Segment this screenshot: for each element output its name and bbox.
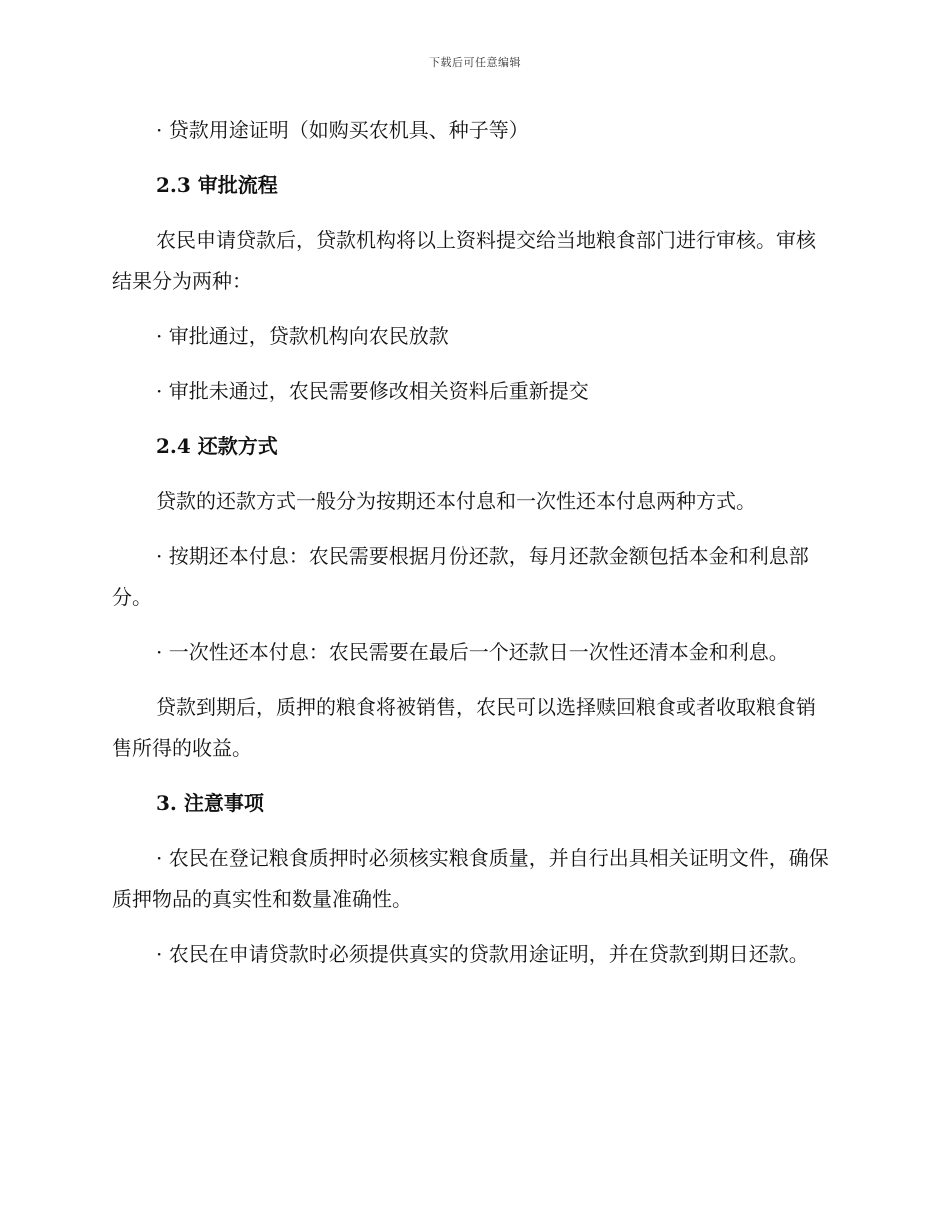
paragraph-approval-fail: · 审批未通过，农民需要修改相关资料后重新提交 (156, 379, 589, 403)
paragraph-loan-maturity: 贷款到期后，质押的粮食将被销售，农民可以选择赎回粮食或者收取粮食销售所得的收益。 (112, 695, 816, 760)
paragraph-approval-pass: · 审批通过，贷款机构向农民放款 (156, 324, 449, 348)
paragraph-repayment-periodic: · 按期还本付息：农民需要根据月份还款，每月还款金额包括本金和利息部分。 (112, 544, 809, 609)
section-heading-approval: 2.3 审批流程 (156, 173, 278, 197)
section-heading-repayment: 2.4 还款方式 (156, 434, 278, 458)
paragraph-loan-purpose-proof: · 贷款用途证明（如购买农机具、种子等） (156, 118, 529, 142)
paragraph-approval-intro: 农民申请贷款后，贷款机构将以上资料提交给当地粮食部门进行审核。审核结果分为两种： (112, 228, 816, 293)
paragraph-note-quality: · 农民在登记粮食质押时必须核实粮食质量，并自行出具相关证明文件，确保质押物品的真实性和数量准确性。 (112, 846, 829, 911)
header-note: 下载后可任意编辑 (429, 56, 521, 69)
paragraph-repayment-lump-sum: · 一次性还本付息：农民需要在最后一个还款日一次性还清本金和利息。 (156, 640, 789, 664)
paragraph-repayment-intro: 贷款的还款方式一般分为按期还本付息和一次性还本付息两种方式。 (156, 489, 756, 513)
document-body (112, 110, 834, 975)
section-heading-notes: 3. 注意事项 (156, 791, 264, 815)
paragraph-note-proof: · 农民在申请贷款时必须提供真实的贷款用途证明，并在贷款到期日还款。 (156, 942, 809, 966)
